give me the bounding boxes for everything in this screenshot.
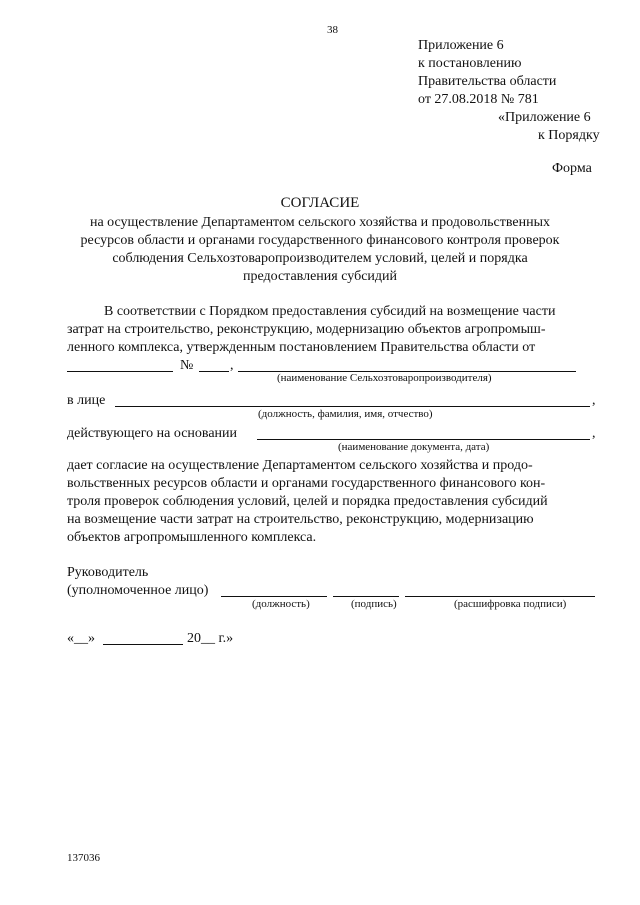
title-line-1: на осуществление Департаментом сельского хозяйства и продовольственных <box>89 215 551 230</box>
number-sign: № <box>180 358 194 373</box>
signature-position-line[interactable] <box>221 596 327 597</box>
header-line-2: к постановлению <box>418 56 522 71</box>
signature-sign-hint: (подпись) <box>351 598 397 610</box>
date-day: «__» <box>67 631 95 646</box>
date-year: 20__ г.» <box>187 631 234 646</box>
in-person-label: в лице <box>67 393 106 408</box>
signature-role-line-2: (уполномоченное лицо) <box>67 583 209 598</box>
paragraph2-line-5: объектов агропромышленного комплекса. <box>67 530 317 545</box>
producer-name-hint: (наименование Сельхозтоваропроизводителя) <box>277 372 492 384</box>
acting-field-line[interactable] <box>257 439 590 440</box>
acting-comma: , <box>592 426 596 441</box>
signature-role-line-1: Руководитель <box>67 565 149 580</box>
form-label: Форма <box>552 161 592 176</box>
header-line-1: Приложение 6 <box>418 38 504 53</box>
document-name-hint: (наименование документа, дата) <box>338 441 490 453</box>
date-month-line[interactable] <box>103 644 183 645</box>
header-line-3: Правительства области <box>418 74 557 89</box>
in-person-comma: , <box>592 393 596 408</box>
number-comma: , <box>230 358 234 373</box>
acting-label: действующего на основании <box>67 426 238 441</box>
number-field-line[interactable] <box>199 371 229 372</box>
title-line-2: ресурсов области и органами государственного финансового контроля проверок <box>80 233 560 248</box>
signature-decoding-line[interactable] <box>405 596 595 597</box>
paragraph2-line-1: дает согласие на осуществление Департаментом сельского хозяйства и продо- <box>67 458 533 473</box>
in-person-field-line[interactable] <box>115 406 590 407</box>
header-line-5: «Приложение 6 <box>498 110 591 125</box>
position-name-hint: (должность, фамилия, имя, отчество) <box>258 408 433 420</box>
header-line-4: от 27.08.2018 № 781 <box>418 92 539 107</box>
date-field-line[interactable] <box>67 371 173 372</box>
paragraph1-line-2: затрат на строительство, реконструкцию, модернизацию объектов агропромыш- <box>67 322 546 337</box>
signature-decoding-hint: (расшифровка подписи) <box>454 598 567 610</box>
paragraph2-line-2: вольственных ресурсов области и органами государственного финансового кон- <box>67 476 546 491</box>
paragraph2-line-3: троля проверок соблюдения условий, целей и порядка предоставления субсидий <box>67 494 548 509</box>
paragraph1-line-1: В соответствии с Порядком предоставления субсидий на возмещение части <box>104 304 556 319</box>
paragraph2-line-4: на возмещение части затрат на строительство, реконструкцию, модернизацию <box>67 512 534 527</box>
header-line-6: к Порядку <box>538 128 600 143</box>
signature-position-hint: (должность) <box>252 598 310 610</box>
title-line-3: соблюдения Сельхозтоваропроизводителем условий, целей и порядка <box>112 251 528 266</box>
title-line-4: предоставления субсидий <box>242 269 398 284</box>
document-title: СОГЛАСИЕ <box>280 195 360 211</box>
signature-sign-line[interactable] <box>333 596 399 597</box>
page-number: 38 <box>327 24 338 36</box>
footer-code: 137036 <box>67 852 100 864</box>
paragraph1-line-3: ленного комплекса, утвержденным постановлением Правительства области от <box>67 340 536 355</box>
